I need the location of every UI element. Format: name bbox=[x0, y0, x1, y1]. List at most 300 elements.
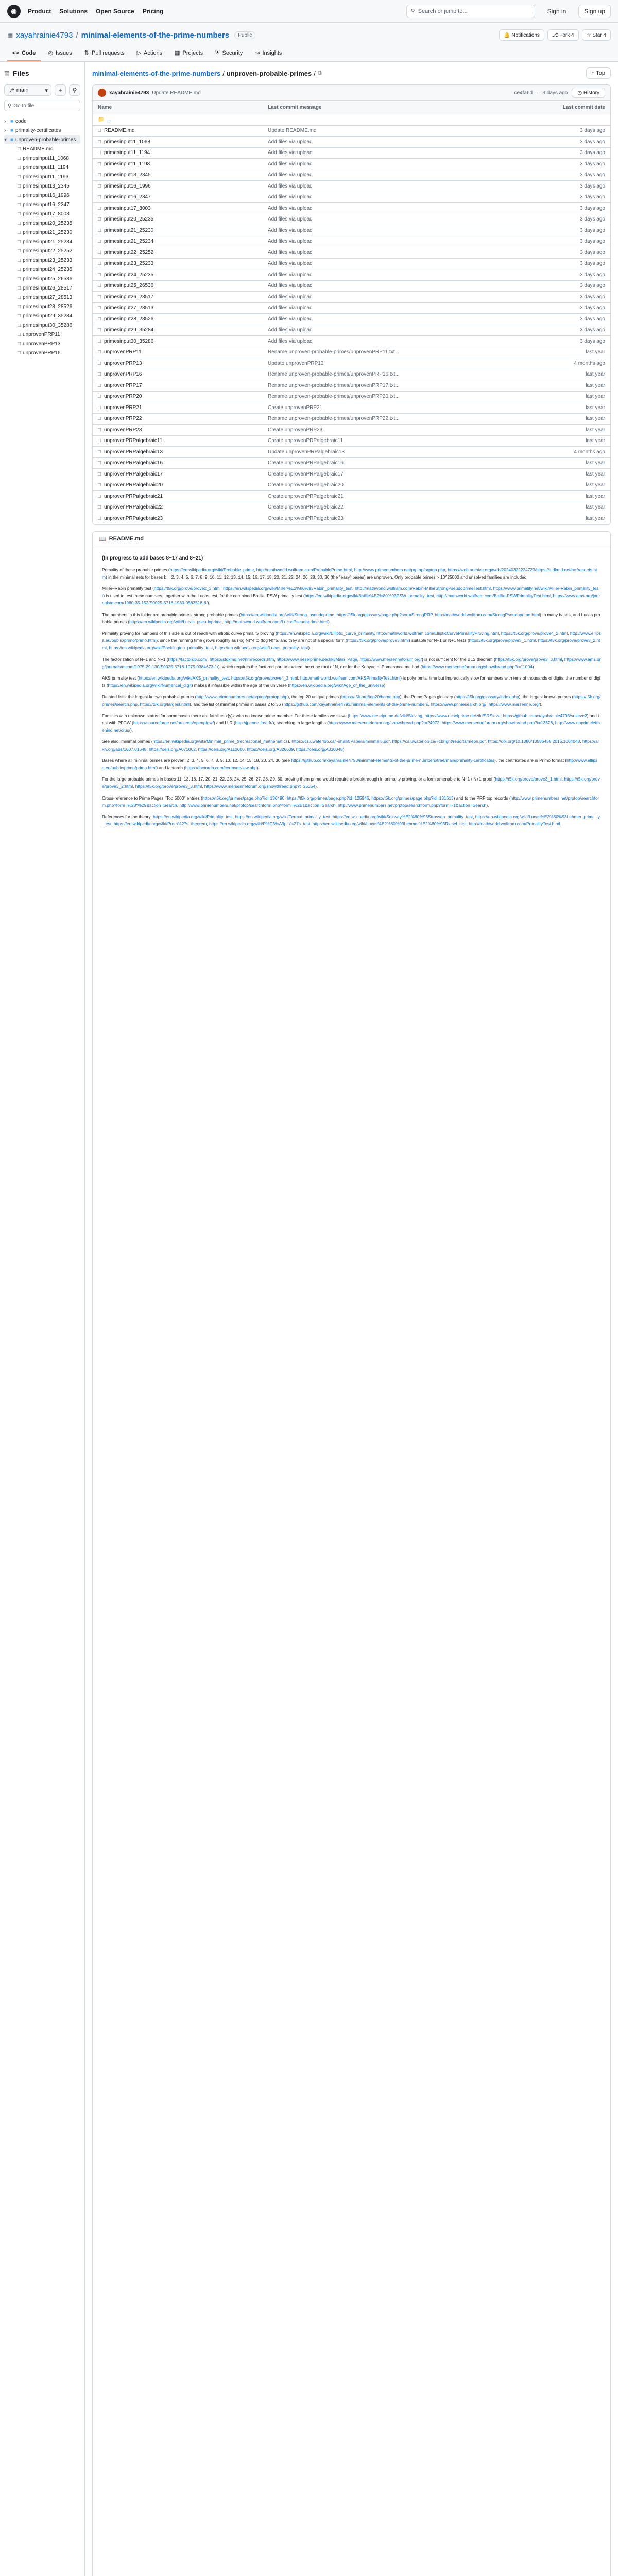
readme-link[interactable]: https://t5k.org/primes/page.php?id=131613 bbox=[371, 795, 454, 801]
readme-link[interactable]: http://www.primenumbers.net/prptop/searchform.php?form=%2B1&action=Search bbox=[179, 802, 336, 808]
tree-file-item[interactable] bbox=[4, 320, 80, 330]
readme-link[interactable]: https://t5k.org/prove/prove3_1.html bbox=[495, 776, 562, 782]
tree-item-label: primesinput21_25230 bbox=[23, 229, 73, 235]
tab-security[interactable] bbox=[210, 46, 248, 61]
file-name-link[interactable]: unprovenPRP20 bbox=[104, 394, 142, 400]
table-row[interactable] bbox=[93, 247, 610, 259]
commit-message-link[interactable]: Add files via upload bbox=[268, 261, 313, 267]
readme-link[interactable]: https://t5k.org/primes/page.php?id=136490 bbox=[202, 795, 285, 801]
table-row[interactable] bbox=[93, 491, 610, 502]
file-icon: □ bbox=[18, 164, 21, 171]
file-icon: □ bbox=[18, 276, 21, 282]
readme-link[interactable]: https://en.wikipedia.org/wiki/Fermat_primality_test bbox=[235, 814, 331, 819]
repo-owner-link[interactable]: xayahrainie4793 bbox=[16, 30, 73, 40]
readme-link[interactable]: https://oeis.org/A071062 bbox=[149, 746, 196, 752]
file-name-link[interactable]: primesinput29_35284 bbox=[104, 327, 154, 333]
file-name-link[interactable]: primesinput28_28526 bbox=[104, 316, 154, 322]
commit-message-link[interactable]: Update unprovenPRPalgebraic13 bbox=[268, 449, 345, 455]
commit-date: 3 days ago bbox=[580, 128, 605, 134]
tree-file-item[interactable] bbox=[4, 330, 80, 339]
readme-link[interactable]: https://www.rieselprime.de/ziki/SRSieve bbox=[424, 713, 501, 718]
table-row[interactable] bbox=[93, 214, 610, 226]
table-row[interactable] bbox=[93, 425, 610, 436]
readme-link[interactable]: https://en.wikipedia.org/wiki/Probable_prime bbox=[169, 567, 254, 572]
readme-link[interactable]: https://t5k.org/top20/home.php bbox=[341, 694, 400, 700]
file-icon: □ bbox=[98, 382, 101, 388]
readme-link[interactable]: https://en.wikipedia.org/wiki/Strong_pseudoprime bbox=[241, 612, 335, 617]
file-icon: □ bbox=[98, 493, 101, 499]
readme-link[interactable]: https://doi.org/10.1080/10586458.2015.1064048 bbox=[488, 739, 580, 744]
table-row[interactable] bbox=[93, 159, 610, 170]
commit-message-link[interactable]: Create unprovenPRPalgebraic11 bbox=[268, 438, 344, 444]
tree-file-item[interactable] bbox=[4, 237, 80, 246]
branch-selector[interactable] bbox=[4, 84, 52, 96]
readme-link[interactable]: https://en.wikipedia.org/wiki/Primality_test bbox=[153, 814, 233, 819]
file-name-link[interactable]: unprovenPRP11 bbox=[104, 349, 142, 355]
commit-message-link[interactable]: Add files via upload bbox=[268, 294, 313, 300]
file-name-link[interactable]: primesinput17_8003 bbox=[104, 205, 151, 211]
tree-file-item[interactable] bbox=[4, 283, 80, 293]
readme-link[interactable]: https://arxiv.org/abs/1607.01548 bbox=[102, 739, 599, 752]
tree-file-item[interactable] bbox=[4, 209, 80, 218]
file-icon: □ bbox=[18, 248, 21, 254]
tree-file-item[interactable] bbox=[4, 154, 80, 163]
commit-message-link[interactable]: Add files via upload bbox=[268, 216, 313, 223]
nav-product[interactable]: Product bbox=[28, 7, 52, 15]
file-name-link[interactable]: unprovenPRPalgebraic16 bbox=[104, 460, 163, 466]
file-name-link[interactable]: primesinput23_25233 bbox=[104, 261, 154, 267]
readme-link[interactable]: https://www.ams.org/journals/mcom/1980-35-152/S0025-5718-1980-0583518-6/ bbox=[102, 593, 600, 606]
readme-paragraph: Families with unknown status: for some bases there are families x{y}z with no known prime member. For these families we sieve (https://www.rieselprime.de/ziki/Sieving, https://www.rieselprime.de/ziki/SRSieve, https://github.com/xayahrainie4793/srsieve2) and test with PFGW (https://sourceforge.net/projects/openpfgw/) and LLR (http://jpenne.free.fr/), searching to large lengths (https://www.mersenneforum.org/showthread.php?t=24972, https://www.mersenneforum.org/showthread.php?t=13326, http://www.noprimeleftbehind.net/crus/). bbox=[102, 713, 600, 733]
readme-link[interactable]: https://cs.uwaterloo.ca/~cbright/reports/mepn.pdf bbox=[392, 739, 486, 744]
tree-file-item[interactable] bbox=[4, 218, 80, 228]
file-name-link[interactable]: primesinput30_35286 bbox=[104, 338, 154, 344]
main-content bbox=[85, 62, 618, 2576]
readme-link[interactable]: https://www.ams.org/journals/mcom/1975-29-130/S0025-5718-1975-0384673-1/ bbox=[102, 656, 601, 669]
file-name-link[interactable]: primesinput26_28517 bbox=[104, 294, 154, 300]
table-row[interactable] bbox=[93, 203, 610, 214]
tree-file-item[interactable] bbox=[4, 172, 80, 181]
readme-link[interactable]: https://oeis.org/A326609 bbox=[247, 746, 294, 752]
readme-link[interactable]: https://t5k.org/prove/prove3_1.html bbox=[469, 638, 536, 643]
readme-link[interactable]: http://www.primenumbers.net/prptop/searchform.php?form=%28*%29&action=Search bbox=[102, 795, 599, 808]
star-label: Star 4 bbox=[592, 32, 606, 38]
file-name-link[interactable]: primesinput21_25230 bbox=[104, 227, 154, 233]
commit-message-link[interactable]: Add files via upload bbox=[268, 272, 313, 278]
readme-link[interactable]: https://github.com/xayahrainie4793/minimal-elements-of-the-prime-numbers bbox=[283, 701, 428, 707]
readme-heading: (In progress to add bases 8~17 and 8~21) bbox=[102, 555, 203, 561]
readme-paragraph: AKS primality test (https://en.wikipedia.org/wiki/AKS_primality_test, https://t5k.org/prove/prove4_3.html, http://mathworld.wolfram.com/AKSPrimalityTest.html) is polynomial time but impractically slow for numbers with tens of thousands of digits; the number of digits (https://en.wikipedia.org/wiki/Numerical_digit) makes it infeasible within the age of the universe (https://en.wikipedia.org/wiki/Age_of_the_universe). bbox=[102, 675, 600, 688]
table-row[interactable] bbox=[93, 480, 610, 492]
file-name-link[interactable]: primesinput11_1193 bbox=[104, 161, 150, 167]
tree-item-label: primesinput24_25235 bbox=[23, 266, 73, 273]
tree-file-item[interactable] bbox=[4, 163, 80, 172]
table-row[interactable] bbox=[93, 126, 610, 137]
readme-link[interactable]: http://mathworld.wolfram.com/EllipticCurvePrimalityProving.html bbox=[376, 630, 499, 636]
readme-link[interactable]: http://mathworld.wolfram.com/ProbablePrime.html bbox=[256, 567, 352, 572]
commit-message-link[interactable]: Add files via upload bbox=[268, 139, 313, 145]
commit-message-link[interactable]: Create unprovenPRPalgebraic22 bbox=[268, 504, 344, 511]
readme-link[interactable]: https://www.primality.net/wiki/Miller-Rabin_primality_test bbox=[102, 585, 599, 599]
tree-folder-item[interactable] bbox=[4, 116, 80, 126]
readme-link[interactable]: https://factordb.com/certoverview.php bbox=[185, 765, 257, 770]
readme-link[interactable]: https://www.primesearch.org/ bbox=[431, 701, 487, 707]
commit-message-link[interactable]: Rename unproven-probable-primes/unprovenPRP11.txt... bbox=[268, 349, 399, 355]
commit-message-link[interactable]: Create unprovenPRPalgebraic23 bbox=[268, 516, 344, 522]
readme-link[interactable]: https://oeis.org/A330048 bbox=[296, 746, 343, 752]
commit-message-link[interactable]: Add files via upload bbox=[268, 183, 313, 189]
file-name-link[interactable]: unprovenPRPalgebraic23 bbox=[104, 516, 163, 522]
readme-link[interactable]: http://mathworld.wolfram.com/PrimalityTest.html. bbox=[469, 821, 561, 827]
file-name-link[interactable]: unprovenPRP17 bbox=[104, 382, 142, 388]
readme-link[interactable]: https://sourceforge.net/projects/openpfgw/ bbox=[133, 720, 214, 725]
commit-date: last year bbox=[586, 416, 605, 422]
tab-actions[interactable] bbox=[132, 46, 168, 61]
table-row[interactable] bbox=[93, 447, 610, 458]
readme-link[interactable]: http://www.ellipsa.eu/public/primo/primo.html bbox=[102, 630, 601, 643]
tree-item-label: unprovenPRP11 bbox=[23, 331, 60, 337]
tab-issues[interactable] bbox=[43, 46, 77, 61]
commit-message-link[interactable]: Rename unproven-probable-primes/unprovenPRP20.txt... bbox=[268, 394, 400, 400]
file-name-link[interactable]: README.md bbox=[104, 128, 135, 134]
nav-open-source[interactable]: Open Source bbox=[96, 7, 134, 15]
commit-message-link[interactable]: Add files via upload bbox=[268, 205, 313, 211]
table-row[interactable] bbox=[93, 181, 610, 192]
file-icon: □ bbox=[18, 174, 21, 180]
commit-date: last year bbox=[586, 471, 605, 477]
readme-link[interactable]: https://en.wikipedia.org/wiki/Pocklington_primality_test bbox=[109, 645, 213, 651]
readme-link[interactable]: https://t5k.org/prove/prove3_2.html bbox=[102, 638, 600, 651]
commit-message-link[interactable]: Create unprovenPRPalgebraic17 bbox=[268, 471, 344, 477]
commit-message-link[interactable]: Update unprovenPRP13 bbox=[268, 360, 324, 366]
tree-file-item[interactable] bbox=[4, 339, 80, 348]
readme-link[interactable]: http://mathworld.wolfram.com/LucasPseudoprime.html bbox=[224, 619, 328, 624]
readme-link[interactable]: https://github.com/xayahrainie4793/srsieve2 bbox=[503, 713, 587, 718]
file-icon: □ bbox=[98, 305, 101, 311]
commit-date: 3 days ago bbox=[580, 338, 605, 344]
table-row[interactable] bbox=[93, 292, 610, 303]
readme-link[interactable]: http://www.primenumbers.net/prptop/prptop.php bbox=[196, 694, 288, 700]
commit-message-link[interactable]: Create unprovenPRP21 bbox=[268, 404, 323, 411]
file-icon: □ bbox=[98, 371, 101, 378]
file-name-link[interactable]: unprovenPRPalgebraic17 bbox=[104, 471, 163, 477]
table-row[interactable] bbox=[93, 225, 610, 236]
readme-link[interactable]: https://t5k.org/prove/prove3.html bbox=[347, 638, 409, 643]
readme-link[interactable]: https://en.wikipedia.org/wiki/P%C3%A9pin%27s_test bbox=[209, 821, 311, 827]
tree-file-item[interactable] bbox=[4, 144, 80, 154]
commit-message[interactable]: Update README.md bbox=[152, 90, 201, 96]
book-icon: 📖 bbox=[99, 536, 106, 543]
commit-message-link[interactable]: Create unprovenPRP23 bbox=[268, 427, 323, 433]
commit-message-link[interactable]: Add files via upload bbox=[268, 161, 313, 167]
table-row[interactable] bbox=[93, 436, 610, 447]
table-row[interactable] bbox=[93, 392, 610, 403]
file-name-link[interactable]: unprovenPRP23 bbox=[104, 427, 142, 433]
commit-message-link[interactable]: Create unprovenPRPalgebraic21 bbox=[268, 493, 344, 499]
file-icon: □ bbox=[98, 416, 101, 422]
parent-directory-row[interactable] bbox=[93, 114, 610, 126]
table-row[interactable] bbox=[93, 469, 610, 480]
fork-button[interactable] bbox=[547, 29, 579, 41]
readme-link[interactable]: https://t5k.org/glossary/index.php bbox=[455, 694, 519, 700]
readme-link[interactable]: http://mathworld.wolfram.com/Baillie-PSWPrimalityTest.html bbox=[436, 593, 551, 599]
commit-author[interactable]: xayahrainie4793 bbox=[109, 90, 149, 96]
table-row[interactable] bbox=[93, 380, 610, 392]
parent-directory-label: .. bbox=[107, 116, 111, 123]
file-name-link[interactable]: unprovenPRP22 bbox=[104, 416, 142, 422]
table-row[interactable] bbox=[93, 281, 610, 292]
table-row[interactable] bbox=[93, 402, 610, 414]
table-row[interactable] bbox=[93, 137, 610, 148]
readme-link[interactable]: http://www.ellipsa.eu/public/primo/primo.html bbox=[102, 757, 598, 770]
tree-file-item[interactable] bbox=[4, 274, 80, 283]
sidebar-title: Files bbox=[12, 69, 29, 77]
table-row[interactable] bbox=[93, 336, 610, 347]
file-name-link[interactable]: primesinput13_2345 bbox=[104, 172, 151, 178]
tab-pull-requests[interactable] bbox=[79, 46, 130, 61]
table-row[interactable] bbox=[93, 314, 610, 325]
table-row[interactable] bbox=[93, 369, 610, 381]
commit-hash[interactable]: ce4fa6d bbox=[514, 90, 533, 96]
readme-link[interactable]: https://www.mersenneforum.org/showthread.php?t=11004 bbox=[422, 664, 533, 669]
readme-link[interactable]: https://www.mersenneforum.org/showthread.php?t=25354 bbox=[204, 784, 316, 789]
table-row[interactable] bbox=[93, 303, 610, 314]
table-row[interactable] bbox=[93, 502, 610, 514]
tree-file-item[interactable] bbox=[4, 265, 80, 274]
commit-message-link[interactable]: Add files via upload bbox=[268, 283, 313, 289]
commit-date: 3 days ago bbox=[580, 172, 605, 178]
commit-message-link[interactable]: Add files via upload bbox=[268, 249, 313, 256]
file-name-link[interactable]: primesinput27_28513 bbox=[104, 305, 154, 311]
readme-link[interactable]: https://t5k.org/largest.html bbox=[140, 701, 190, 707]
tree-file-item[interactable] bbox=[4, 293, 80, 302]
breadcrumb-separator: / bbox=[222, 69, 225, 77]
readme-link[interactable]: http://www.primenumbers.net/prptop/prptop.php bbox=[354, 567, 445, 572]
tree-file-item[interactable] bbox=[4, 228, 80, 237]
readme-link[interactable]: http://www.noprimeleftbehind.net/crus/ bbox=[102, 720, 600, 733]
tree-file-item[interactable] bbox=[4, 181, 80, 191]
table-row[interactable] bbox=[93, 192, 610, 204]
readme-link[interactable]: https://en.wikipedia.org/wiki/Proth%27s_theorem bbox=[113, 821, 207, 827]
tree-item-label: code bbox=[15, 118, 27, 124]
readme-link[interactable]: https://en.wikipedia.org/wiki/Age_of_the_universe bbox=[289, 683, 384, 688]
readme-link[interactable]: https://factordb.com/ bbox=[168, 656, 208, 662]
readme-link[interactable]: https://en.wikipedia.org/wiki/Lucas%E2%80%93Lehmer_primality_test bbox=[102, 814, 600, 827]
readme-link[interactable]: http://mathworld.wolfram.com/AKSPrimalityTest.html bbox=[300, 675, 401, 681]
file-name-link[interactable]: primesinput11_1194 bbox=[104, 150, 150, 156]
readme-link[interactable]: https://t5k.org/primes/search.php bbox=[102, 694, 601, 707]
readme-link[interactable]: https://en.wikipedia.org/wiki/AKS_primality_test bbox=[139, 675, 229, 681]
readme-link[interactable]: https://en.wikipedia.org/wiki/Lucas_primality_test bbox=[215, 645, 308, 651]
readme-link[interactable]: https://www.mersenneforum.org/showthread.php?t=13326 bbox=[441, 720, 553, 725]
go-to-file-input[interactable] bbox=[4, 100, 80, 111]
table-row[interactable] bbox=[93, 347, 610, 359]
readme-link[interactable]: https://en.wikipedia.org/wiki/Baillie%E2%80%93PSW_primality_test bbox=[304, 593, 434, 599]
nav-pricing[interactable]: Pricing bbox=[142, 7, 164, 15]
copy-path-icon[interactable]: ⧉ bbox=[317, 70, 322, 76]
readme-header bbox=[93, 532, 610, 547]
commit-message-link[interactable]: Add files via upload bbox=[268, 172, 313, 178]
readme-paragraph: For the large probable primes in bases 11, 13, 16, 17, 20, 21, 22, 23, 24, 25, 26, 27, 28, 29, 30: proving them prime would require a breakthrough in primality proving, or a form amenable to N−1 / N+1 proof (https://t5k.org/prove/prove3_1.html, https://t5k.org/prove/prove3_2.html, https://t5k.org/prove/prove3_3.html, https://www.mersenneforum.org/showthread.php?t=25354). bbox=[102, 776, 600, 789]
readme-link[interactable]: http://mathworld.wolfram.com/Rabin-MillerStrongPseudoprimeTest.html bbox=[355, 585, 491, 591]
readme-link[interactable]: https://en.wikipedia.org/wiki/Lucas_pseudoprime bbox=[129, 619, 222, 624]
readme-link[interactable]: https://www.rieselprime.de/ziki/Main_Page bbox=[276, 656, 357, 662]
readme-link[interactable]: https://en.wikipedia.org/wiki/Lucas%E2%80%93Lehmer%E2%80%93Riesel_test bbox=[312, 821, 467, 827]
table-row[interactable] bbox=[93, 458, 610, 469]
tree-file-item[interactable] bbox=[4, 200, 80, 209]
table-row[interactable] bbox=[93, 269, 610, 281]
commit-message-link[interactable]: Update README.md bbox=[268, 128, 317, 134]
readme-link[interactable]: https://oeis.org/A110600 bbox=[198, 746, 245, 752]
readme-link[interactable]: https://t5k.org/prove/prove4_2.html bbox=[501, 630, 568, 636]
commit-message-link[interactable]: Rename unproven-probable-primes/unprovenPRP16.txt... bbox=[268, 371, 400, 378]
tree-file-item[interactable] bbox=[4, 311, 80, 320]
readme-link[interactable]: https://web.archive.org/web/20240322224723/https://stdkmd.net/nrr/records.htm bbox=[102, 567, 597, 580]
readme-link[interactable]: https://www.mersenneforum.org/ bbox=[359, 656, 422, 662]
table-row[interactable] bbox=[93, 414, 610, 425]
readme-link[interactable]: https://www.mersenneforum.org/showthread.php?t=24972 bbox=[328, 720, 440, 725]
commit-message-link[interactable]: Add files via upload bbox=[268, 305, 313, 311]
tab-code[interactable] bbox=[7, 46, 41, 61]
readme-link[interactable]: https://en.wikipedia.org/wiki/Elliptic_curve_primality bbox=[277, 630, 374, 636]
readme-link[interactable]: https://stdkmd.net/nrr/records.htm bbox=[210, 656, 274, 662]
table-row[interactable] bbox=[93, 259, 610, 270]
breadcrumb-repo-link[interactable]: minimal-elements-of-the-prime-numbers bbox=[92, 69, 221, 77]
search-input[interactable] bbox=[406, 5, 535, 18]
avatar[interactable] bbox=[98, 89, 106, 97]
notifications-button[interactable] bbox=[499, 29, 544, 41]
tree-item-label: unprovenPRP16 bbox=[23, 350, 61, 356]
branch-icon: ⎇ bbox=[8, 87, 14, 94]
table-row[interactable] bbox=[93, 325, 610, 336]
readme-link[interactable]: https://cs.uwaterloo.ca/~shallit/Papers/minimal5.pdf bbox=[291, 739, 390, 744]
file-name-link[interactable]: unprovenPRP16 bbox=[104, 371, 142, 378]
repo-icon: ▦ bbox=[7, 31, 13, 39]
readme-link[interactable]: https://t5k.org/prove/prove3_3.html bbox=[495, 656, 562, 662]
file-name-link[interactable]: unprovenPRP21 bbox=[104, 404, 142, 411]
repo-tabs bbox=[7, 46, 611, 61]
file-name-link[interactable]: primesinput21_25234 bbox=[104, 239, 154, 245]
commit-message-link[interactable]: Rename unproven-probable-primes/unprovenPRP17.txt... bbox=[268, 382, 400, 388]
table-row[interactable] bbox=[93, 170, 610, 181]
tree-item-label: README.md bbox=[23, 146, 54, 152]
tree-file-item[interactable] bbox=[4, 302, 80, 311]
readme-link[interactable]: https://en.wikipedia.org/wiki/Numerical_digit bbox=[108, 683, 192, 688]
readme-link[interactable]: http://www.primenumbers.net/prptop/searchform.php?form=-1&action=Search bbox=[338, 802, 487, 808]
folder-icon: ■ bbox=[10, 137, 14, 143]
tree-folder-item[interactable] bbox=[4, 135, 80, 144]
tree-file-item[interactable] bbox=[4, 246, 80, 256]
commit-message-link[interactable]: Add files via upload bbox=[268, 239, 313, 245]
readme-link[interactable]: https://en.wikipedia.org/wiki/Solovay%E2%80%93Strassen_primality_test bbox=[332, 814, 473, 819]
github-logo-icon[interactable]: ◉ bbox=[7, 5, 21, 18]
tab-projects-label: Projects bbox=[182, 49, 203, 56]
global-nav bbox=[28, 8, 163, 15]
sidebar-collapse-icon[interactable]: ☰ bbox=[4, 70, 10, 77]
tree-file-item[interactable] bbox=[4, 256, 80, 265]
commit-message-link[interactable]: Create unprovenPRPalgebraic20 bbox=[268, 482, 344, 488]
commit-message-link[interactable]: Add files via upload bbox=[268, 327, 313, 333]
star-button[interactable] bbox=[582, 29, 611, 41]
tree-file-item[interactable] bbox=[4, 191, 80, 200]
tab-security-label: Security bbox=[222, 49, 243, 56]
commit-message-link[interactable]: Create unprovenPRPalgebraic16 bbox=[268, 460, 344, 466]
readme-link[interactable]: https://t5k.org/prove/prove2_3.html bbox=[154, 585, 221, 591]
file-icon: □ bbox=[98, 205, 101, 211]
top-button[interactable] bbox=[586, 67, 611, 79]
global-header bbox=[0, 0, 618, 23]
file-name-link[interactable]: primesinput11_1068 bbox=[104, 139, 150, 145]
commit-message-link[interactable]: Add files via upload bbox=[268, 316, 313, 322]
table-row[interactable] bbox=[93, 148, 610, 159]
file-icon: □ bbox=[98, 161, 101, 167]
file-name-link[interactable]: unprovenPRPalgebraic20 bbox=[104, 482, 163, 488]
file-name-link[interactable]: primesinput16_2347 bbox=[104, 194, 151, 200]
table-row[interactable] bbox=[93, 513, 610, 524]
table-row[interactable] bbox=[93, 358, 610, 369]
chevron-down-icon: ▾ bbox=[45, 87, 48, 94]
file-name-link[interactable]: primesinput24_25235 bbox=[104, 272, 154, 278]
breadcrumb-current-folder: unproven-probable-primes bbox=[226, 69, 312, 77]
commit-message-link[interactable]: Rename unproven-probable-primes/unprovenPRP22.txt... bbox=[268, 416, 400, 422]
file-name-link[interactable]: unprovenPRP13 bbox=[104, 360, 142, 366]
readme-link[interactable]: http://jpenne.free.fr/ bbox=[235, 720, 273, 725]
nav-solutions[interactable]: Solutions bbox=[59, 7, 88, 15]
readme-link[interactable]: https://t5k.org/prove/prove3_3.html bbox=[135, 784, 202, 789]
commit-message-link[interactable]: Add files via upload bbox=[268, 194, 313, 200]
readme-link[interactable]: https://github.com/xayahrainie4793/minimal-elements-of-the-prime-numbers/tree/main/primality-certificates bbox=[291, 757, 495, 763]
sign-in-link[interactable]: Sign in bbox=[547, 7, 566, 15]
file-name-link[interactable]: primesinput25_26536 bbox=[104, 283, 154, 289]
readme-link[interactable]: http://mathworld.wolfram.com/StrongPseudoprime.html bbox=[435, 612, 540, 617]
readme-link[interactable]: https://www.rieselprime.de/ziki/Sieving bbox=[349, 713, 422, 718]
readme-link[interactable]: https://t5k.org/prove/prove4_3.html bbox=[231, 675, 298, 681]
repo-name-link[interactable] bbox=[81, 31, 230, 40]
tab-insights[interactable] bbox=[250, 46, 287, 61]
tree-file-item[interactable] bbox=[4, 348, 80, 358]
add-file-button[interactable]: + bbox=[55, 84, 66, 96]
file-icon: □ bbox=[98, 482, 101, 488]
readme-link[interactable]: https://www.mersenne.org/ bbox=[488, 701, 540, 707]
file-name-link[interactable]: primesinput22_25252 bbox=[104, 249, 154, 256]
commit-message-link[interactable]: Add files via upload bbox=[268, 227, 313, 233]
commit-date: last year bbox=[586, 516, 605, 522]
sign-up-button[interactable]: Sign up bbox=[578, 5, 611, 18]
commit-message-link[interactable]: Add files via upload bbox=[268, 150, 313, 156]
readme-title[interactable]: README.md bbox=[109, 536, 144, 542]
commit-date: last year bbox=[586, 438, 605, 444]
history-button[interactable] bbox=[572, 88, 605, 98]
readme-link[interactable]: https://t5k.org/primes/page.php?id=125946 bbox=[287, 795, 369, 801]
tree-folder-item[interactable] bbox=[4, 126, 80, 135]
file-name-link[interactable]: unprovenPRPalgebraic22 bbox=[104, 504, 163, 511]
readme-link[interactable]: https://t5k.org/prove/prove3_2.html bbox=[102, 776, 600, 789]
file-name-link[interactable]: unprovenPRPalgebraic13 bbox=[104, 449, 163, 455]
readme-link[interactable]: https://en.wikipedia.org/wiki/Miller%E2%80%93Rabin_primality_test bbox=[223, 585, 353, 591]
tab-projects[interactable] bbox=[169, 46, 208, 61]
readme-link[interactable]: https://t5k.org/glossary/page.php?sort=StrongPRP bbox=[336, 612, 433, 617]
file-name-link[interactable]: unprovenPRPalgebraic21 bbox=[104, 493, 163, 499]
search-files-button[interactable]: ⚲ bbox=[69, 84, 80, 96]
file-name-link[interactable]: primesinput20_25235 bbox=[104, 216, 154, 223]
tree-item-label: primesinput23_25233 bbox=[23, 257, 73, 263]
file-name-link[interactable]: unprovenPRPalgebraic11 bbox=[104, 438, 163, 444]
table-row[interactable] bbox=[93, 236, 610, 248]
commit-date: last year bbox=[586, 382, 605, 388]
readme-link[interactable]: https://en.wikipedia.org/wiki/Minimal_prime_(recreational_mathematics bbox=[152, 739, 288, 744]
file-name-link[interactable]: primesinput16_1996 bbox=[104, 183, 151, 189]
commit-message-link[interactable]: Add files via upload bbox=[268, 338, 313, 344]
